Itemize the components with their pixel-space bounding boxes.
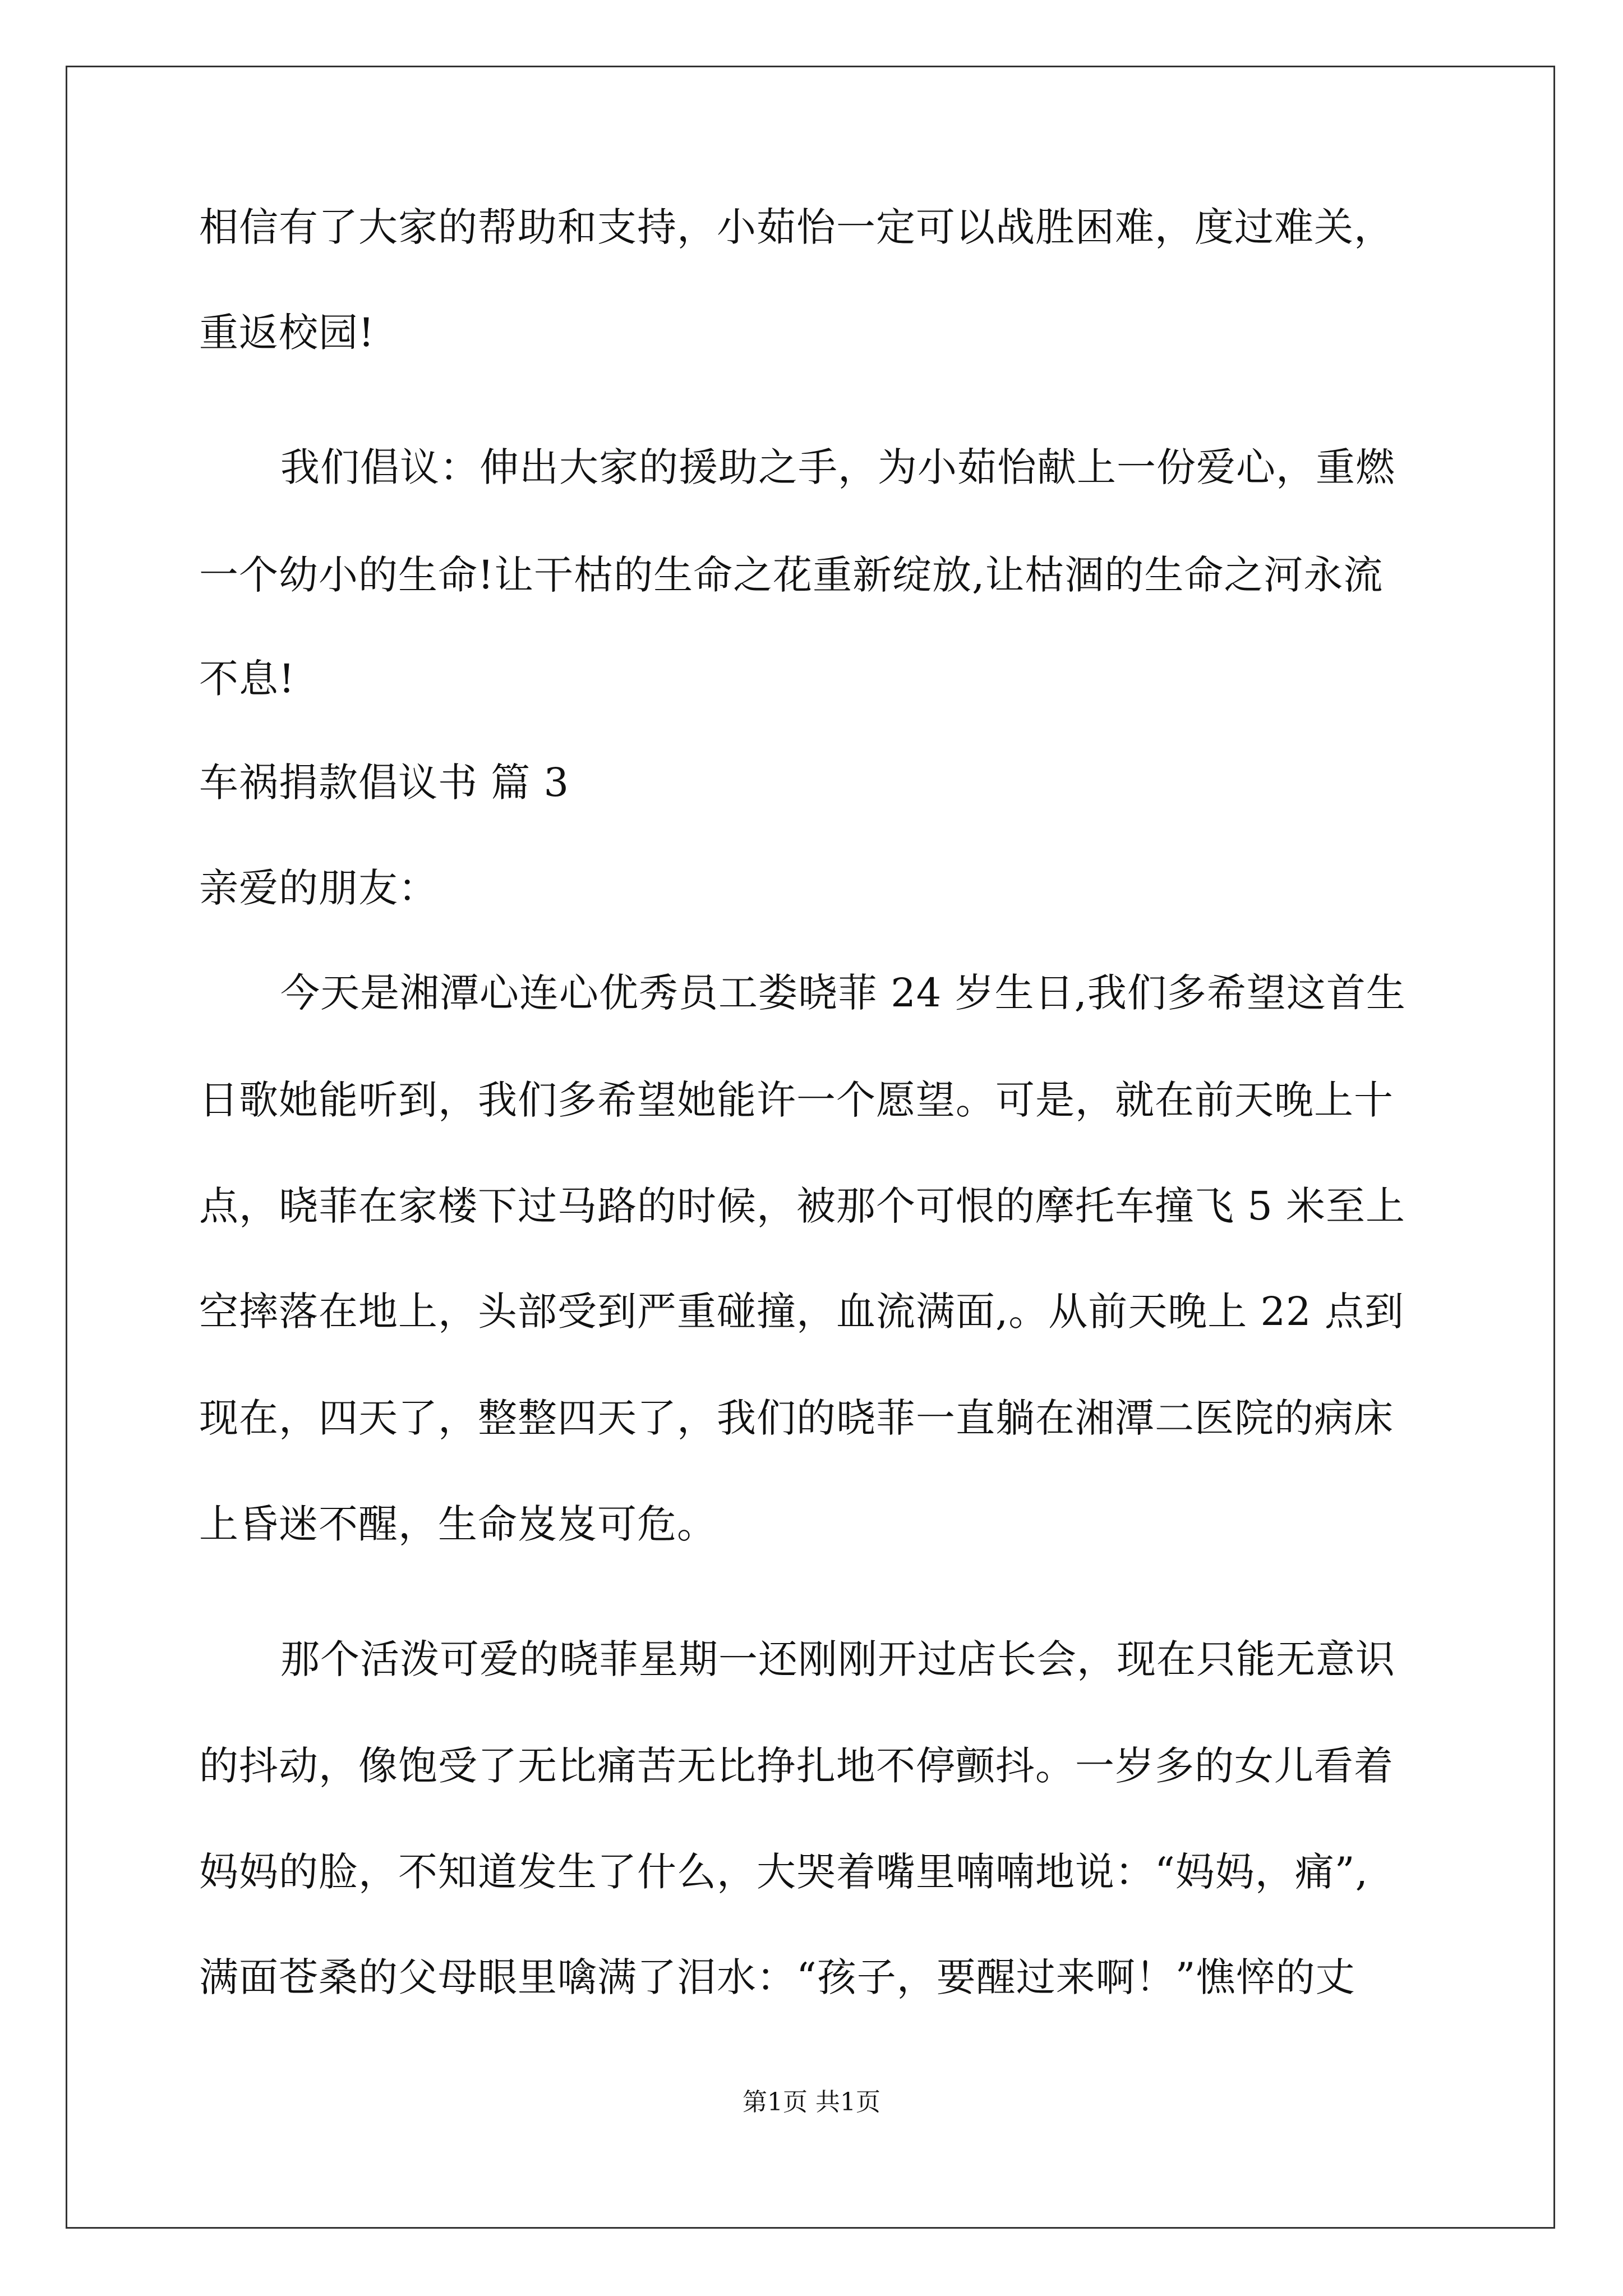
text-line: 点，晓菲在家楼下过马路的时候，被那个可恨的摩托车撞飞 5 米至上	[199, 1183, 1406, 1229]
text-line: 重返校园!	[199, 310, 375, 356]
text-line: 今天是湘潭心连心优秀员工娄晓菲 24 岁生日,我们多希望这首生	[280, 970, 1406, 1016]
text-line: 那个活泼可爱的晓菲星期一还刚刚开过店长会，现在只能无意识	[280, 1636, 1395, 1682]
section-heading: 车祸捐款倡议书 篇 3	[199, 760, 570, 806]
page-number-footer: 第1页 共1页	[743, 2088, 880, 2116]
text-line: 满面苍桑的父母眼里噙满了泪水：“孩子，要醒过来啊！”憔悴的丈	[199, 1954, 1355, 2000]
text-line: 不息!	[199, 656, 296, 702]
text-line: 妈妈的脸，不知道发生了什么，大哭着嘴里喃喃地说：“妈妈，痛”,	[199, 1849, 1368, 1895]
text-line: 上昏迷不醒，生命岌岌可危。	[199, 1501, 717, 1547]
text-line: 的抖动，像饱受了无比痛苦无比挣扎地不停颤抖。一岁多的女儿看着	[199, 1743, 1394, 1789]
text-line: 日歌她能听到，我们多希望她能许一个愿望。可是，就在前天晚上十	[199, 1077, 1394, 1123]
text-line: 空摔落在地上，头部受到严重碰撞，血流满面,。从前天晚上 22 点到	[199, 1289, 1404, 1335]
salutation: 亲爱的朋友：	[199, 865, 438, 911]
text-line: 我们倡议：伸出大家的援助之手，为小茹怡献上一份爱心，重燃	[280, 444, 1395, 490]
text-line: 相信有了大家的帮助和支持，小茹怡一定可以战胜困难，度过难关，	[199, 204, 1394, 250]
text-line: 现在，四天了，整整四天了，我们的晓菲一直躺在湘潭二医院的病床	[199, 1395, 1394, 1441]
page-border	[66, 66, 1555, 2229]
text-line: 一个幼小的生命!让干枯的生命之花重新绽放,让枯涸的生命之河永流	[199, 552, 1384, 598]
